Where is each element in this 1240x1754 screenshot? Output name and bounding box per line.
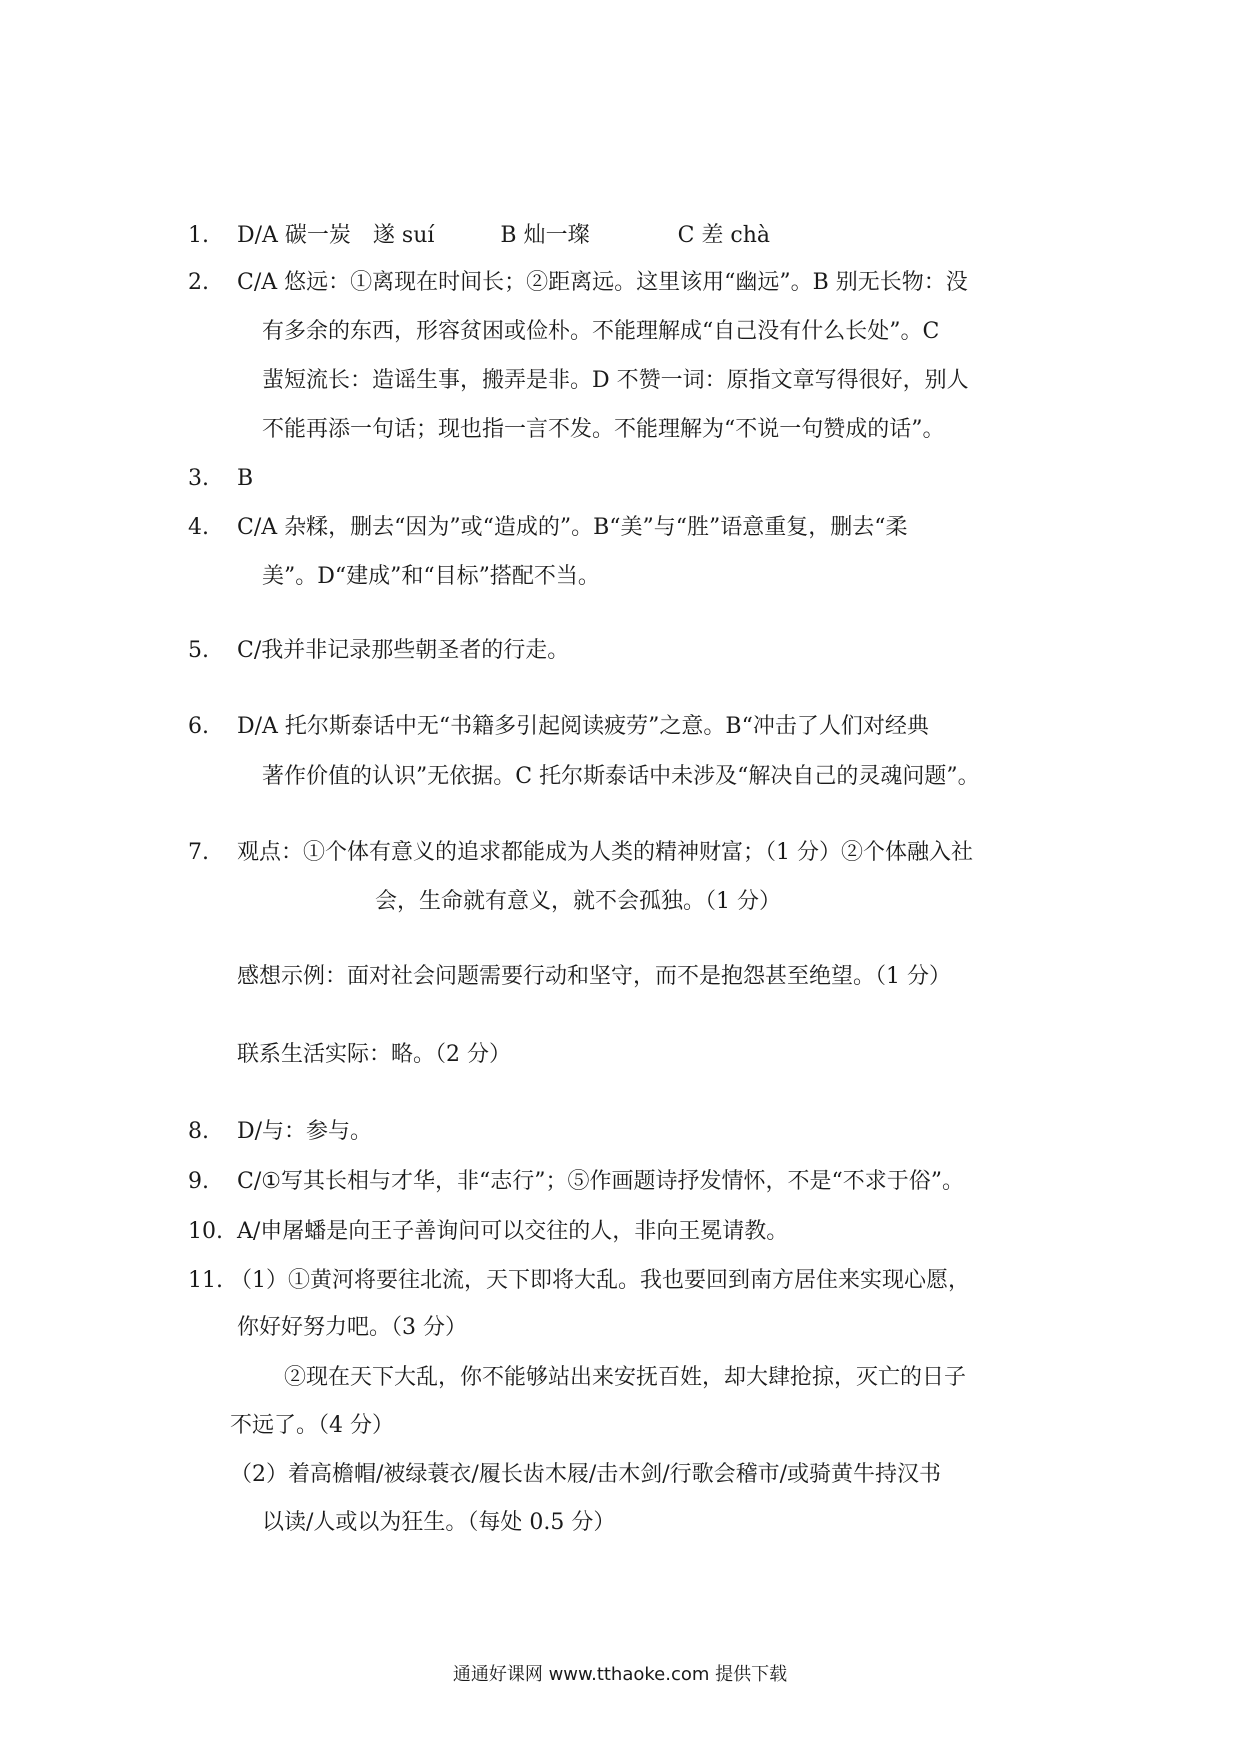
item-2-line-2: 有多余的东西，形容贫困或俭朴。不能理解成“自己没有什么长处”。C <box>262 319 940 344</box>
item-2-line-3: 蜚短流长：造谣生事，搬弄是非。D 不赞一词：原指文章写得很好，别人 <box>262 368 969 393</box>
item-11-line-6: 以读/人或以为狂生。（每处 0.5 分） <box>262 1510 616 1535</box>
item-11-line-2: 你好好努力吧。（3 分） <box>237 1315 467 1340</box>
item-4-line-2: 美”。D“建成”和“目标”搭配不当。 <box>262 564 600 589</box>
item-11-line-1: （1）①黄河将要往北流，天下即将大乱。我也要回到南方居住来实现心愿， <box>230 1268 970 1293</box>
item-number: 3. <box>188 466 209 491</box>
item-2-line-4: 不能再添一句话；现也指一言不发。不能理解为“不说一句赞成的话”。 <box>262 417 945 442</box>
item-11-line-3: ②现在天下大乱，你不能够站出来安抚百姓，却大肆抢掠，灭亡的日子 <box>284 1365 967 1390</box>
item-6-line-1: D/A 托尔斯泰话中无“书籍多引起阅读疲劳”之意。B“冲击了人们对经典 <box>237 714 929 739</box>
item-number: 6. <box>188 714 209 739</box>
item-number: 5. <box>188 638 209 663</box>
item-number: 10. <box>188 1219 223 1244</box>
item-11-line-4: 不远了。（4 分） <box>230 1413 394 1438</box>
item-6-line-2: 著作价值的认识”无依据。C 托尔斯泰话中未涉及“解决自己的灵魂问题”。 <box>262 764 980 789</box>
item-2-line-1: C/A 悠远：①离现在时间长；②距离远。这里该用“幽远”。B 别无长物：没 <box>237 270 968 295</box>
item-number: 11. <box>188 1268 223 1293</box>
footer-watermark: 通通好课网 www.tthaoke.com 提供下载 <box>452 1664 788 1685</box>
item-9-text: C/①写其长相与才华，非“志行”；⑤作画题诗抒发情怀，不是“不求于俗”。 <box>237 1169 964 1194</box>
item-number: 4. <box>188 515 209 540</box>
item-7-line-1: 观点：①个体有意义的追求都能成为人类的精神财富；（1 分）②个体融入社 <box>237 840 973 865</box>
item-3-text: B <box>237 466 254 491</box>
item-7-life-connection: 联系生活实际：略。（2 分） <box>237 1042 511 1067</box>
item-11-line-5: （2）着高檐帽/被绿蓑衣/履长齿木屐/击木剑/行歌会稽市/或骑黄牛持汉书 <box>230 1462 942 1487</box>
item-number: 2. <box>188 270 209 295</box>
item-number: 8. <box>188 1119 209 1144</box>
item-1-text: D/A 碳一炭 遂 suí B 灿一璨 C 差 chà <box>237 223 771 248</box>
item-10-text: A/申屠蟠是向王子善询问可以交往的人，非向王冕请教。 <box>237 1219 789 1244</box>
item-5-text: C/我并非记录那些朝圣者的行走。 <box>237 638 570 663</box>
item-number: 7. <box>188 840 209 865</box>
item-7-reflection: 感想示例：面对社会问题需要行动和坚守，而不是抱怨甚至绝望。（1 分） <box>237 964 951 989</box>
item-8-text: D/与：参与。 <box>237 1119 373 1144</box>
item-4-line-1: C/A 杂糅，删去“因为”或“造成的”。B“美”与“胜”语意重复，删去“柔 <box>237 515 908 540</box>
item-7-line-2: 会，生命就有意义，就不会孤独。（1 分） <box>375 889 781 914</box>
item-number: 9. <box>188 1169 209 1194</box>
item-number: 1. <box>188 223 209 248</box>
